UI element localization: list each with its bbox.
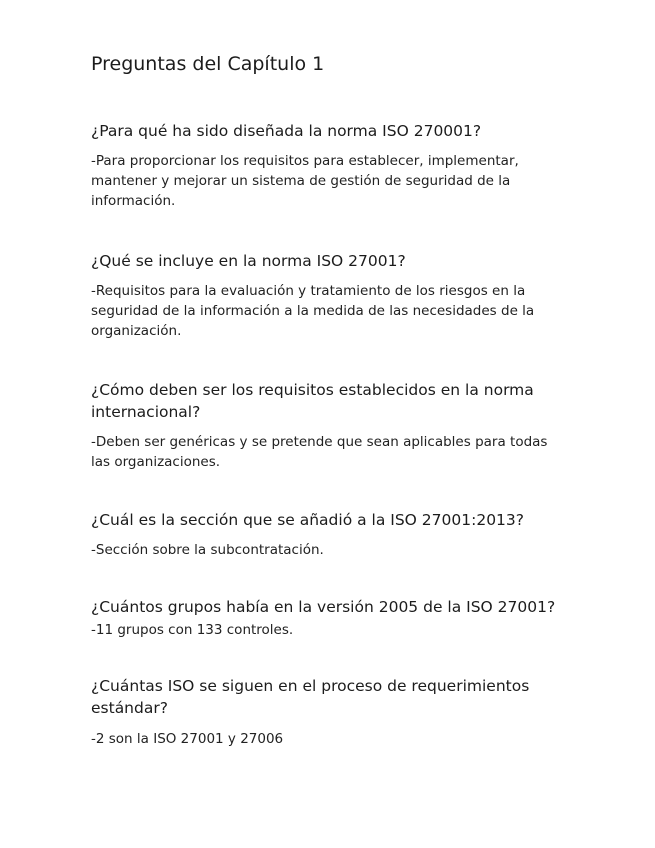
- answer-3: -Deben ser genéricas y se pretende que sean aplicables para todas las organizaciones.: [91, 434, 548, 470]
- question-3: ¿Cómo deben ser los requisitos establecidos en la norma internacional?: [91, 381, 534, 421]
- question-5: ¿Cuántos grupos había en la versión 2005 de la ISO 27001?: [91, 598, 556, 616]
- answer-6: -2 son la ISO 27001 y 27006: [91, 731, 284, 747]
- question-6: ¿Cuántas ISO se siguen en el proceso de requerimientos estándar?: [91, 677, 530, 717]
- question-1: ¿Para qué ha sido diseñada la norma ISO 270001?: [91, 122, 482, 140]
- answer-2: -Requisitos para la evaluación y tratamiento de los riesgos en la seguridad de la información a la medida de las necesidades de la organización.: [91, 283, 535, 339]
- answer-4: -Sección sobre la subcontratación.: [91, 542, 324, 558]
- question-2: ¿Qué se incluye en la norma ISO 27001?: [91, 252, 406, 270]
- answer-1: -Para proporcionar los requisitos para establecer, implementar, mantener y mejorar un sistema de gestión de seguridad de la información.: [91, 153, 519, 209]
- answer-5: -11 grupos con 133 controles.: [91, 622, 294, 638]
- page-title: Preguntas del Capítulo 1: [91, 53, 325, 75]
- question-4: ¿Cuál es la sección que se añadió a la ISO 27001:2013?: [91, 511, 525, 529]
